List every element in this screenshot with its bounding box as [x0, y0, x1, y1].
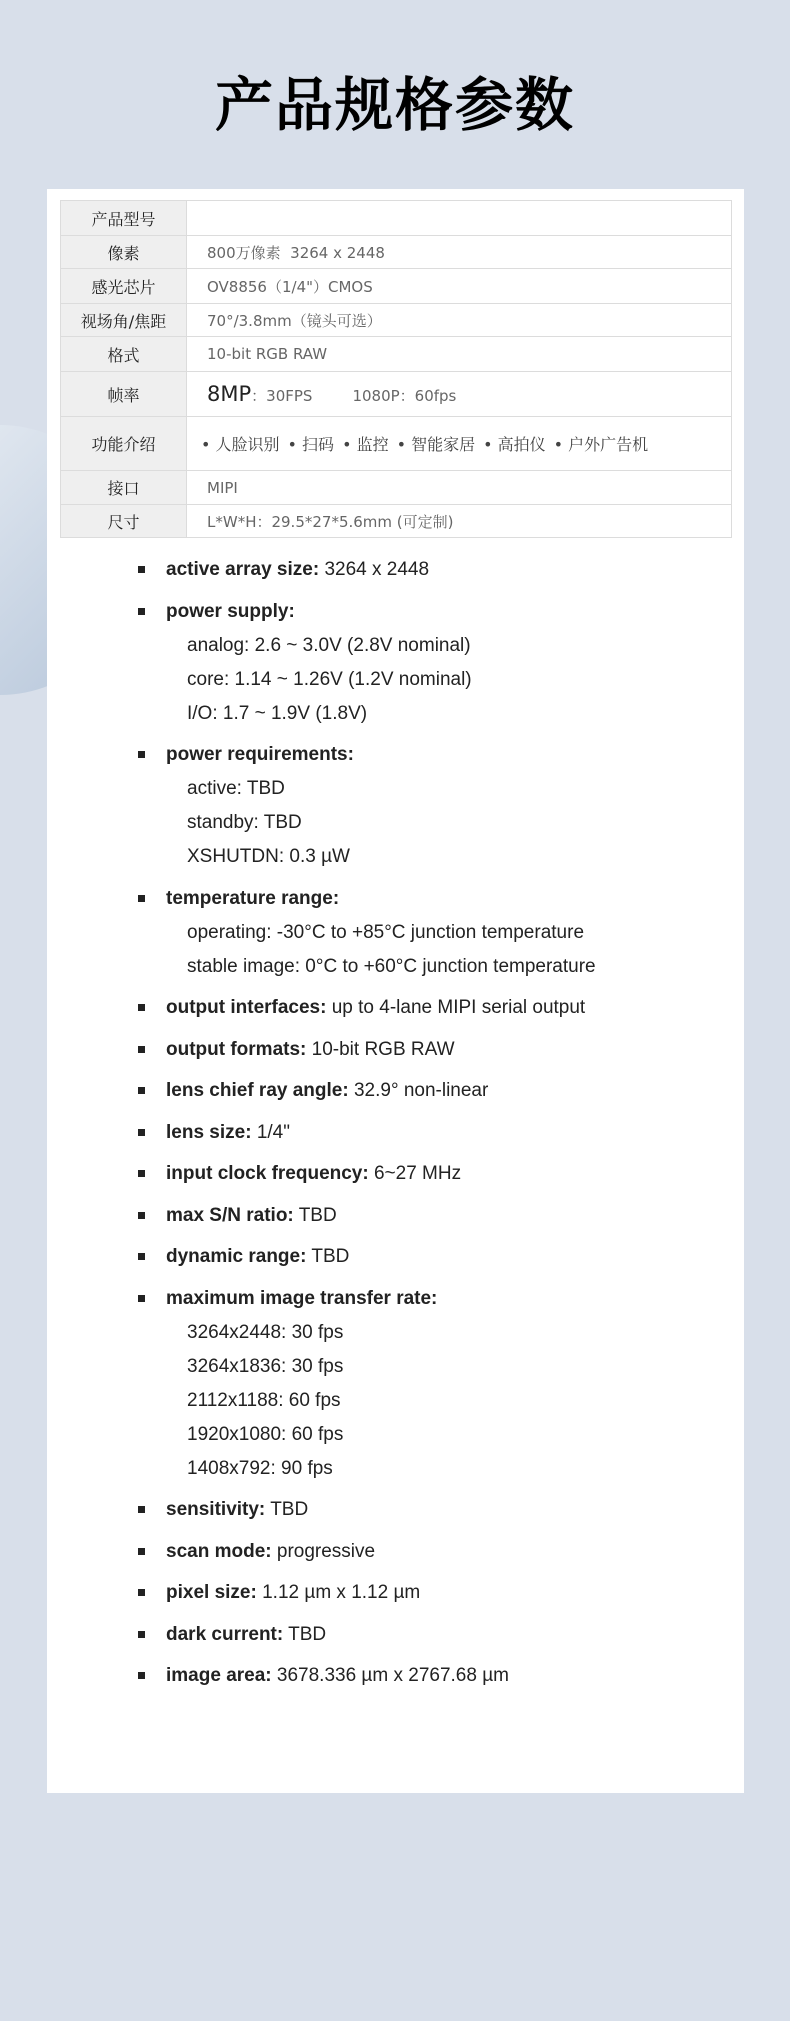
spec-key: active array size:: [166, 559, 320, 580]
spec-subitem: 3264x2448: 30 fps: [187, 1321, 344, 1343]
table-row: [61, 372, 732, 417]
spec-key: dark current:: [166, 1623, 284, 1645]
spec-subitem: 1920x1080: 60 fps: [187, 1423, 344, 1445]
square-bullet-icon: [138, 608, 145, 615]
row-value: MIPI: [187, 471, 732, 505]
spec-value: 1.12 µm x 1.12 µm: [256, 1582, 421, 1603]
spec-item: [138, 595, 718, 731]
row-label: 感光芯片: [61, 269, 187, 304]
square-bullet-icon: [138, 1295, 145, 1302]
spec-value: 32.9° non-linear: [348, 1080, 489, 1101]
table-row: [61, 471, 732, 505]
spec-value: progressive: [271, 1540, 376, 1562]
spec-key: lens chief ray angle:: [166, 1080, 349, 1101]
square-bullet-icon: [138, 895, 145, 902]
square-bullet-icon: [138, 1672, 145, 1679]
spec-list: [138, 553, 718, 1701]
spec-key: pixel size:: [166, 1582, 257, 1603]
spec-subitem: operating: -30°C to +85°C junction temperature: [187, 921, 585, 943]
spec-subitem: I/O: 1.7 ~ 1.9V (1.8V): [187, 702, 368, 724]
square-bullet-icon: [138, 1631, 145, 1638]
fps-8mp-value: ：30FPS: [251, 387, 313, 405]
spec-key: power requirements:: [166, 744, 354, 765]
spec-item: [138, 1618, 718, 1652]
fps-1080p: 1080P：60fps: [352, 387, 457, 405]
row-value: [187, 201, 732, 236]
row-label: 视场角/焦距: [61, 304, 187, 337]
feature-item: • 智能家居: [396, 435, 476, 454]
row-label: 格式: [61, 337, 187, 372]
square-bullet-icon: [138, 1589, 145, 1596]
table-row: [61, 417, 732, 471]
spec-key: max S/N ratio:: [166, 1204, 294, 1226]
spec-item: [138, 1157, 718, 1191]
square-bullet-icon: [138, 1212, 145, 1219]
spec-item: [138, 738, 718, 874]
spec-key: temperature range:: [166, 887, 340, 909]
spec-value: 10-bit RGB RAW: [306, 1038, 455, 1060]
table-row: [61, 337, 732, 372]
spec-panel: [47, 189, 744, 1793]
row-label: 帧率: [61, 372, 187, 417]
row-value: L*W*H：29.5*27*5.6mm (可定制): [187, 505, 732, 538]
square-bullet-icon: [138, 1046, 145, 1053]
spec-subitem: analog: 2.6 ~ 3.0V (2.8V nominal): [187, 634, 471, 656]
spec-key: sensitivity:: [166, 1499, 266, 1520]
feature-item: • 人脸识别: [201, 435, 280, 454]
spec-item: [138, 1282, 718, 1486]
spec-value: 3678.336 µm x 2767.68 µm: [271, 1665, 509, 1686]
spec-key: output interfaces:: [166, 997, 327, 1018]
row-label: 功能介绍: [61, 417, 187, 471]
spec-key: output formats:: [166, 1038, 307, 1060]
spec-item: [138, 1535, 718, 1569]
spec-item: [138, 1659, 718, 1693]
spec-value: TBD: [265, 1499, 309, 1520]
row-label: 尺寸: [61, 505, 187, 538]
row-value: OV8856（1/4"）CMOS: [187, 269, 732, 304]
table-row: [61, 236, 732, 269]
spec-key: maximum image transfer rate:: [166, 1287, 438, 1309]
spec-subitem: 3264x1836: 30 fps: [187, 1355, 344, 1377]
spec-key: input clock frequency:: [166, 1163, 369, 1184]
spec-item: [138, 1116, 718, 1150]
spec-item: [138, 1074, 718, 1108]
square-bullet-icon: [138, 1087, 145, 1094]
square-bullet-icon: [138, 1253, 145, 1260]
spec-subitem: XSHUTDN: 0.3 µW: [187, 846, 350, 867]
spec-item: [138, 1493, 718, 1527]
table-row: [61, 269, 732, 304]
spec-item: [138, 882, 718, 984]
row-label: 接口: [61, 471, 187, 505]
row-value: [187, 372, 732, 417]
table-row: [61, 505, 732, 538]
spec-item: [138, 553, 718, 587]
row-value: 800万像素 3264 x 2448: [187, 236, 732, 269]
spec-subitem: core: 1.14 ~ 1.26V (1.2V nominal): [187, 668, 472, 690]
spec-subitem: active: TBD: [187, 778, 285, 799]
feature-item: • 户外广告机: [553, 435, 649, 454]
row-label: 像素: [61, 236, 187, 269]
feature-item: • 高拍仪: [483, 435, 546, 454]
spec-item: [138, 1240, 718, 1274]
spec-key: lens size:: [166, 1121, 252, 1143]
row-value: 10-bit RGB RAW: [187, 337, 732, 372]
spec-item: [138, 1199, 718, 1233]
spec-value: TBD: [293, 1204, 337, 1226]
row-label: 产品型号: [61, 201, 187, 236]
square-bullet-icon: [138, 1170, 145, 1177]
row-value: 70°/3.8mm（镜头可选）: [187, 304, 732, 337]
spec-subitem: standby: TBD: [187, 812, 302, 833]
square-bullet-icon: [138, 1548, 145, 1555]
spec-item: [138, 991, 718, 1025]
square-bullet-icon: [138, 566, 145, 573]
spec-item: [138, 1576, 718, 1610]
feature-item: • 监控: [342, 435, 389, 454]
spec-value: TBD: [306, 1246, 350, 1267]
square-bullet-icon: [138, 1004, 145, 1011]
spec-value: up to 4-lane MIPI serial output: [326, 997, 586, 1018]
spec-key: power supply:: [166, 600, 295, 622]
table-row: [61, 304, 732, 337]
square-bullet-icon: [138, 1506, 145, 1513]
spec-subitem: 1408x792: 90 fps: [187, 1457, 333, 1479]
spec-value: 3264 x 2448: [319, 559, 430, 580]
spec-item: [138, 1033, 718, 1067]
spec-value: 1/4": [251, 1121, 290, 1143]
feature-item: • 扫码: [287, 435, 335, 454]
page-title: 产品规格参数: [214, 71, 575, 139]
spec-value: TBD: [283, 1623, 327, 1645]
spec-subitem: stable image: 0°C to +60°C junction temperature: [187, 955, 596, 977]
square-bullet-icon: [138, 751, 145, 758]
spec-subitem: 2112x1188: 60 fps: [187, 1389, 341, 1411]
spec-key: scan mode:: [166, 1540, 272, 1562]
spec-table: [60, 200, 732, 538]
square-bullet-icon: [138, 1129, 145, 1136]
row-value: [187, 417, 732, 471]
table-row: [61, 201, 732, 236]
spec-key: dynamic range:: [166, 1246, 307, 1267]
spec-value: 6~27 MHz: [368, 1163, 462, 1184]
spec-key: image area:: [166, 1665, 272, 1686]
fps-8mp-label: 8MP: [207, 382, 252, 406]
